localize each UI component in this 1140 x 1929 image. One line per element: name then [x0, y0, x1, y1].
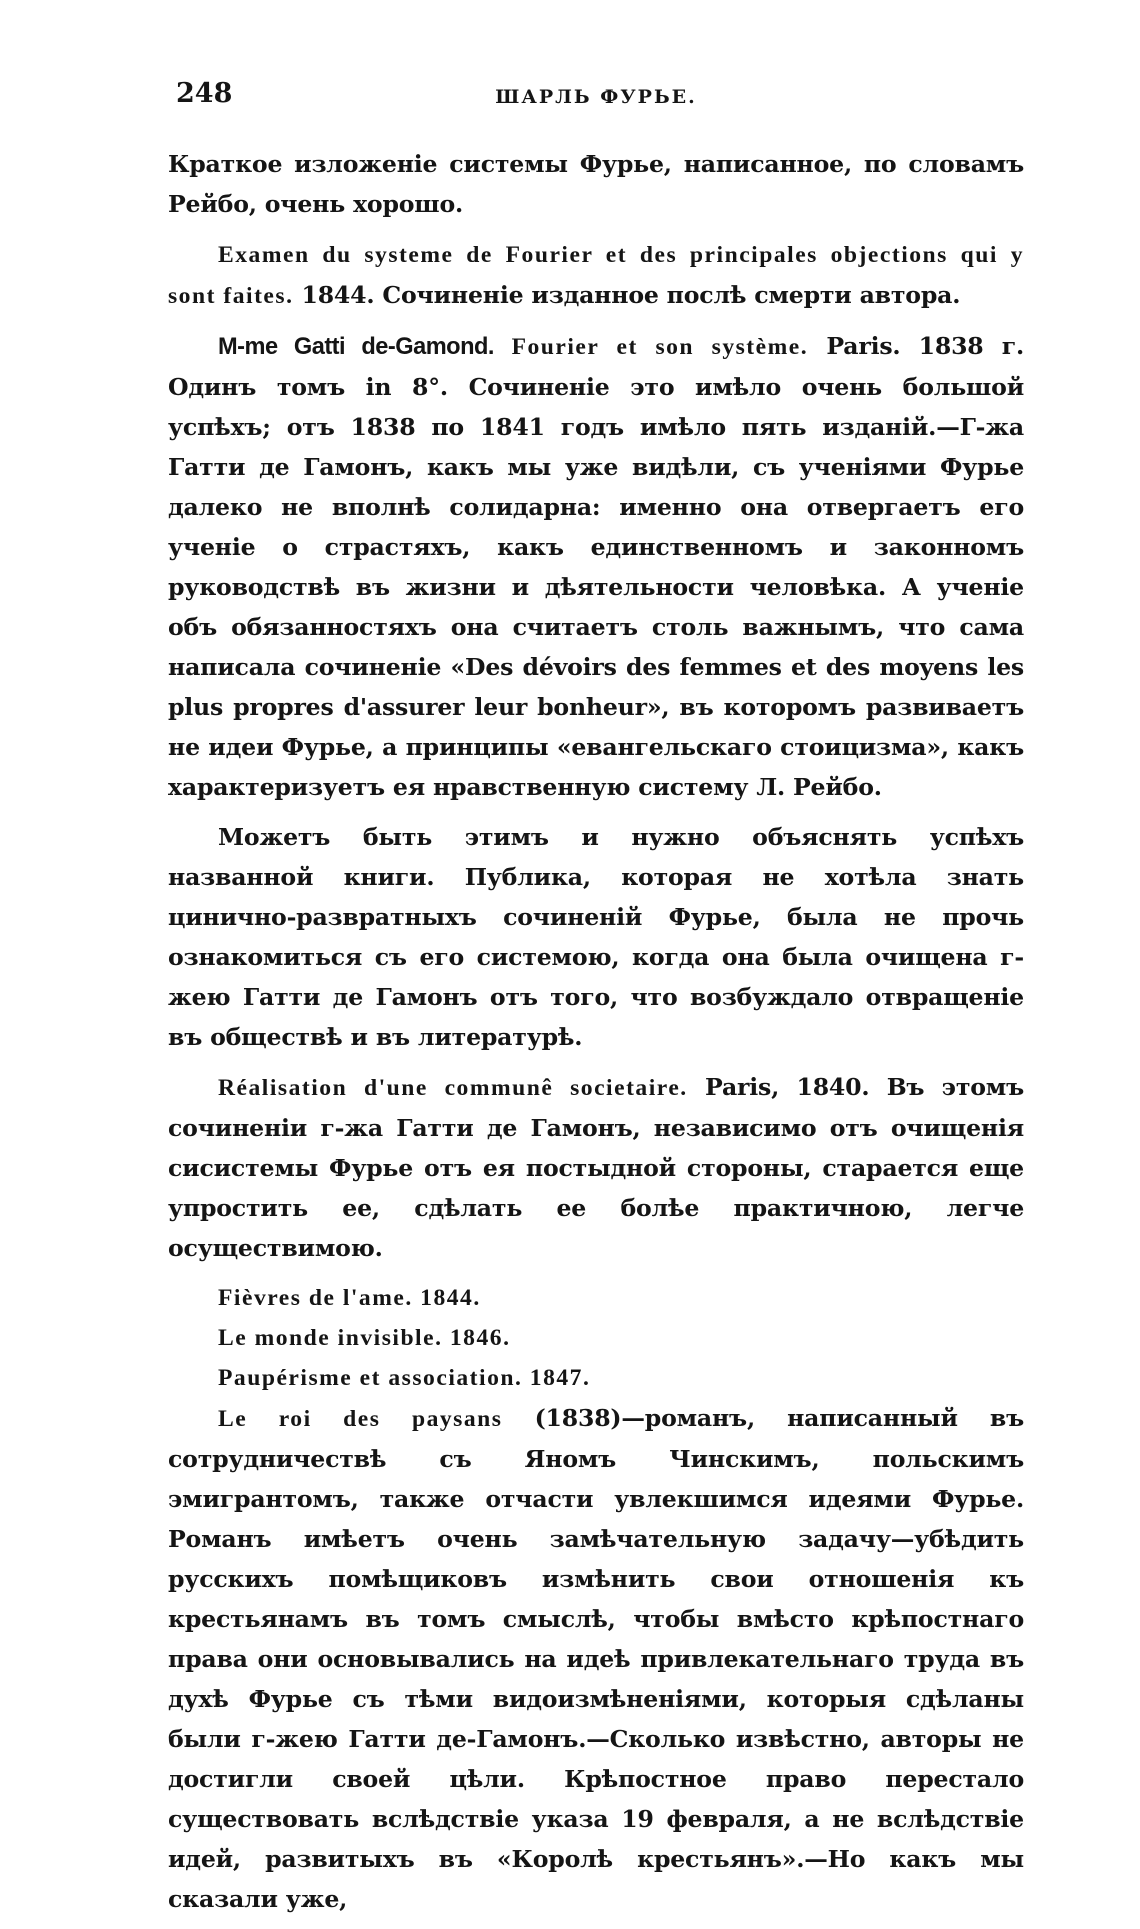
work-title-realisation: Réalisation d'une communê societaire.	[218, 1075, 688, 1101]
paragraph-success: Можетъ быть этимъ и нужно объяснять успѣхъ названной книги. Публика, которая не хотѣла знать цинично-развратныхъ сочиненій Фурье, была не прочь ознакомиться съ его системою, когда она была очищена г-жею Гатти де Гамонъ отъ того, что возбуждало отвращеніе въ обществѣ и въ литературѣ.	[168, 823, 1024, 1051]
paragraph-realisation	[168, 1067, 1024, 1268]
work-title-fourier: Fourier et son système.	[493, 334, 809, 360]
paragraph-gatti	[168, 326, 1024, 807]
work-title-pauperisme: Paupérisme et association. 1847.	[218, 1365, 591, 1391]
work-title-roi: Le roi des paysans	[218, 1406, 503, 1432]
author-name: M-me Gatti de-Gamond.	[218, 334, 494, 360]
paragraph-roi	[168, 1398, 1024, 1919]
page-body	[168, 144, 1024, 1919]
running-title: ШАРЛЬ ФУРЬЕ.	[495, 86, 697, 108]
book-page	[168, 78, 1024, 1929]
page-number: 248	[176, 78, 233, 109]
paragraph-roi-text: (1838)—романъ, написанный въ сотрудничествѣ съ Яномъ Чинскимъ, польскимъ эмигрантомъ, также отчасти увлекшимся идеями Фурье. Романъ имѣетъ очень замѣчательную задачу—убѣдить русскихъ помѣщиковъ измѣнить свои отношенія къ крестьянамъ въ томъ смыслѣ, чтобы вмѣсто крѣпостнаго права они основывались на идеѣ привлекательнаго труда въ духѣ Фурье съ тѣми видоизмѣненіями, которыя сдѣланы были г-жею Гатти де-Гамонъ.—Сколько извѣстно, авторы не достигли своей цѣли. Крѣпостное право перестало существовать вслѣдствіе указа 19 февраля, а не вслѣдствіе идей, развитыхъ въ «Королѣ крестьянъ».—Но какъ мы сказали уже,	[168, 1404, 1025, 1913]
paragraph-examen	[168, 234, 1024, 316]
work-title-monde: Le monde invisible. 1846.	[218, 1325, 511, 1351]
page-header	[168, 78, 1024, 128]
work-title-examen: Examen du systeme de Fourier et des principales objections qui y sont faites.	[168, 242, 1024, 309]
paragraph-gatti-text: Paris. 1838 г. Одинъ томъ in 8°. Сочиненіе это имѣло очень большой успѣхъ; отъ 1838 по 1841 годъ имѣло пять изданій.—Г-жа Гатти де Гамонъ, какъ мы уже видѣли, съ ученіями Фурье далеко не вполнѣ солидарна: именно она отвергаетъ его ученіе о страстяхъ, какъ единственномъ и законномъ руководствѣ въ жизни и дѣятельности человѣка. А ученіе объ обязанностяхъ она считаетъ столь важнымъ, что сама написала сочиненіе «Des dévoirs des femmes et des moyens les plus propres d'assurer leur bonheur», въ которомъ развиваетъ не идеи Фурье, а принципы «евангельскаго стоицизма», какъ характеризуетъ ея нравственную систему Л. Рейбо.	[168, 332, 1024, 801]
paragraph-realisation-text: Paris, 1840. Въ этомъ сочиненіи г-жа Гатти де Гамонъ, независимо отъ очищенія сисистемы Фурье отъ ея постыдной стороны, старается еще упростить ее, сдѣлать ее болѣе практичною, легче осуществимою.	[168, 1073, 1024, 1262]
paragraph-examen-text: 1844. Сочиненіе изданное послѣ смерти автора.	[293, 281, 961, 309]
work-title-fievres: Fièvres de l'ame. 1844.	[218, 1285, 481, 1311]
paragraph-summary: Краткое изложеніе системы Фурье, написанное, по словамъ Рейбо, очень хорошо.	[168, 150, 1024, 218]
